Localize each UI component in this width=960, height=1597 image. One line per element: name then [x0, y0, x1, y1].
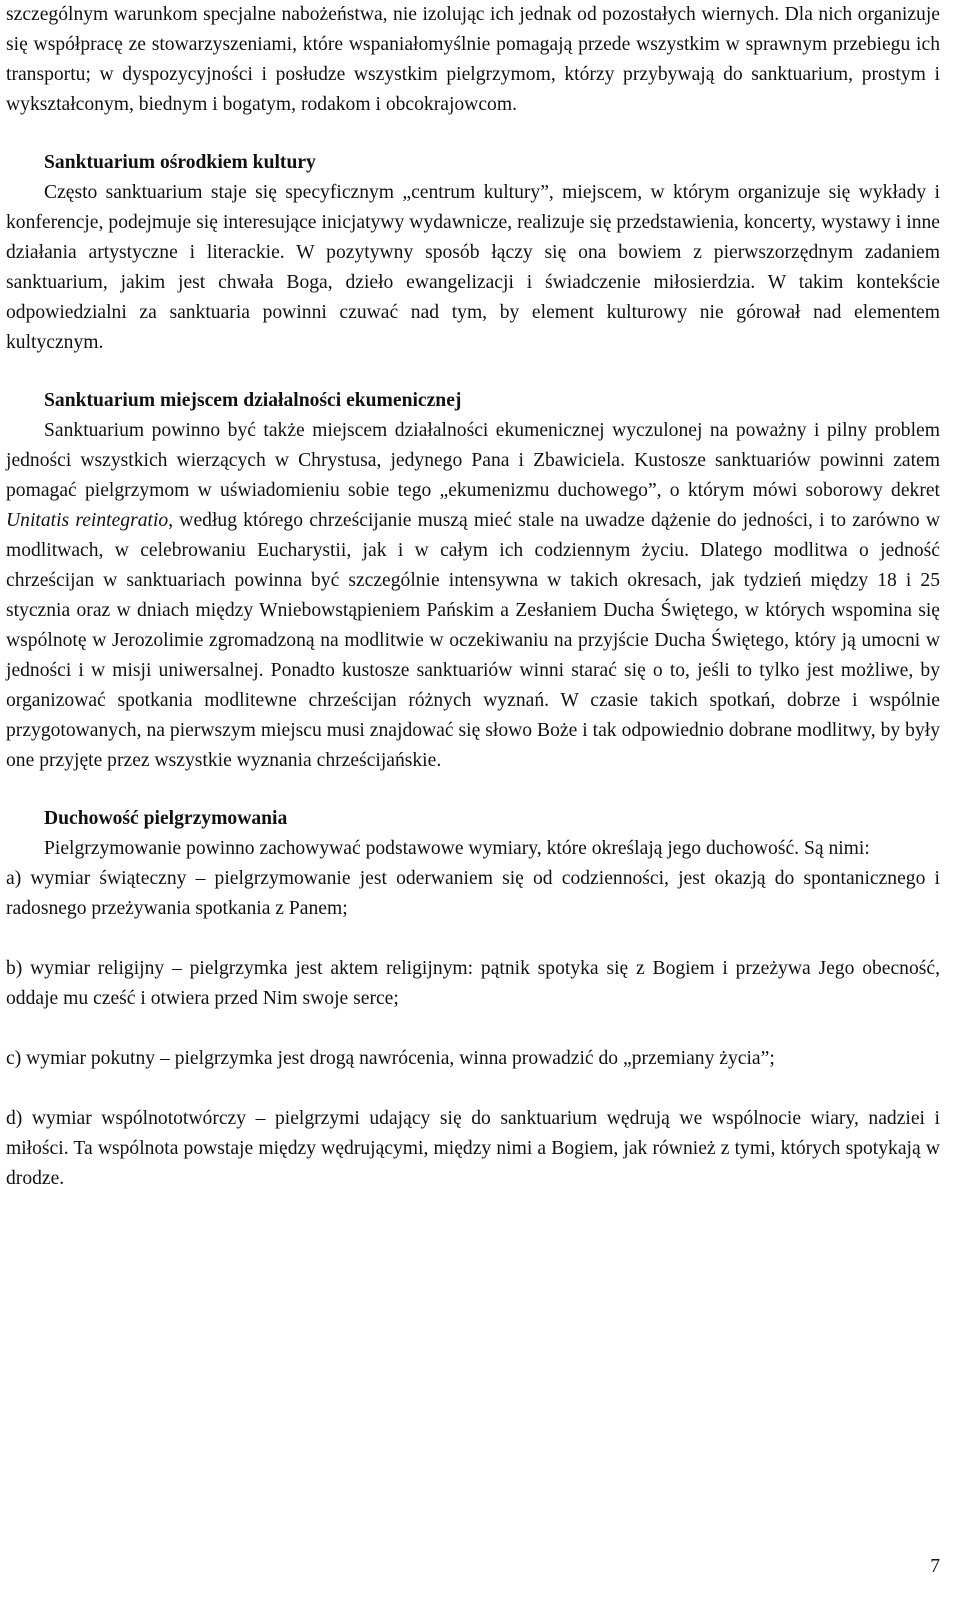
section-intro-spirituality: Pielgrzymowanie powinno zachowywać podstawowe wymiary, które określają jego duchowość. Są nimi:	[44, 838, 870, 859]
section-body-ecumenism	[6, 416, 940, 776]
section-body-culture: Często sanktuarium staje się specyficznym „centrum kultury”, miejscem, w którym organizuje się wykłady i konferencje, podejmuje się interesujące inicjatywy wydawnicze, realizuje się przedstawienia, koncerty, wystawy i inne działania artystyczne i literackie. W pozytywny sposób łączy się ona bowiem z pierwszorzędnym zadaniem sanktuarium, jakim jest chwała Boga, dzieło ewangelizacji i świadczenie miłosierdzia. W takim kontekście odpowiedzialni za sanktuaria powinni czuwać nad tym, by element kulturowy nie górował nad elementem kultycznym.	[6, 182, 940, 353]
section-culture	[6, 148, 940, 358]
page-number: 7	[930, 1556, 940, 1577]
list-item: b) wymiar religijny – pielgrzymka jest aktem religijnym: pątnik spotyka się z Bogiem i przeżywa Jego obecność, oddaje mu cześć i otwiera przed Nim swoje serce;	[6, 958, 940, 1009]
list-item: d) wymiar wspólnototwórczy – pielgrzymi udający się do sanktuarium wędrują we wspólnocie wiary, nadziei i miłości. Ta wspólnota powstaje między wędrującymi, między nimi a Bogiem, jak również z tymi, których spotykają w drodze.	[6, 1108, 940, 1189]
section-ecumenism	[6, 386, 940, 776]
intro-paragraph: szczególnym warunkom specjalne nabożeństwa, nie izolując ich jednak od pozostałych wiernych. Dla nich organizuje się współpracę ze stowarzyszeniami, które wspaniałomyślnie pomagają przede wszystkim w sprawnym przebiegu ich transportu; w dyspozycyjności i posłudze wszystkim pielgrzymom, którzy przybywają do sanktuarium, prostym i wykształconym, biednym i bogatym, rodakom i obcokrajowcom.	[6, 4, 940, 115]
decree-title: Unitatis reintegratio	[6, 510, 169, 531]
section-heading-ecumenism: Sanktuarium miejscem działalności ekumenicznej	[44, 390, 462, 411]
body-text-after-title: , według którego chrześcijanie muszą mieć stale na uwadze dążenie do jedności, i to zarówno w modlitwach, w celebrowaniu Eucharystii, jak i w całym ich codziennym życiu. Dlatego modlitwa o jedność chrześcijan w sanktuariach powinna być szczególnie intensywna w takich okresach, jak tydzień między 18 i 25 stycznia oraz w dniach między Wniebowstąpieniem Pańskim a Zesłaniem Ducha Świętego, w których wspomina się wspólnotę w Jerozolimie zgromadzoną na modlitwie w oczekiwaniu na przyjście Ducha Świętego, który ją umocni w jedności i w misji uniwersalnej. Ponadto kustosze sanktuariów winni starać się o to, jeśli to tylko jest możliwe, by organizować spotkania modlitewne chrześcijan różnych wyznań. W czasie takich spotkań, dobrze i wspólnie przygotowanych, na pierwszym miejscu musi znajdować się słowo Boże i tak odpowiednio dobrane modlitwy, by były one przyjęte przez wszystkie wyznania chrześcijańskie.	[6, 510, 941, 771]
section-heading-culture: Sanktuarium ośrodkiem kultury	[44, 152, 316, 173]
list-item: a) wymiar świąteczny – pielgrzymowanie jest oderwaniem się od codzienności, jest okazją do spontanicznego i radosnego przeżywania spotkania z Panem;	[6, 868, 940, 919]
body-text-before-title: Sanktuarium powinno być także miejscem działalności ekumenicznej wyczulonej na poważny i pilny problem jedności wszystkich wierzących w Chrystusa, jedynego Pana i Zbawiciela. Kustosze sanktuariów powinni zatem pomagać pielgrzymom w uświadomieniu sobie tego „ekumenizmu duchowego”, o którym mówi soborowy dekret	[6, 420, 940, 501]
section-heading-spirituality: Duchowość pielgrzymowania	[44, 808, 288, 829]
section-spirituality	[6, 804, 940, 1194]
list-item: c) wymiar pokutny – pielgrzymka jest drogą nawrócenia, winna prowadzić do „przemiany życia”;	[6, 1048, 775, 1069]
